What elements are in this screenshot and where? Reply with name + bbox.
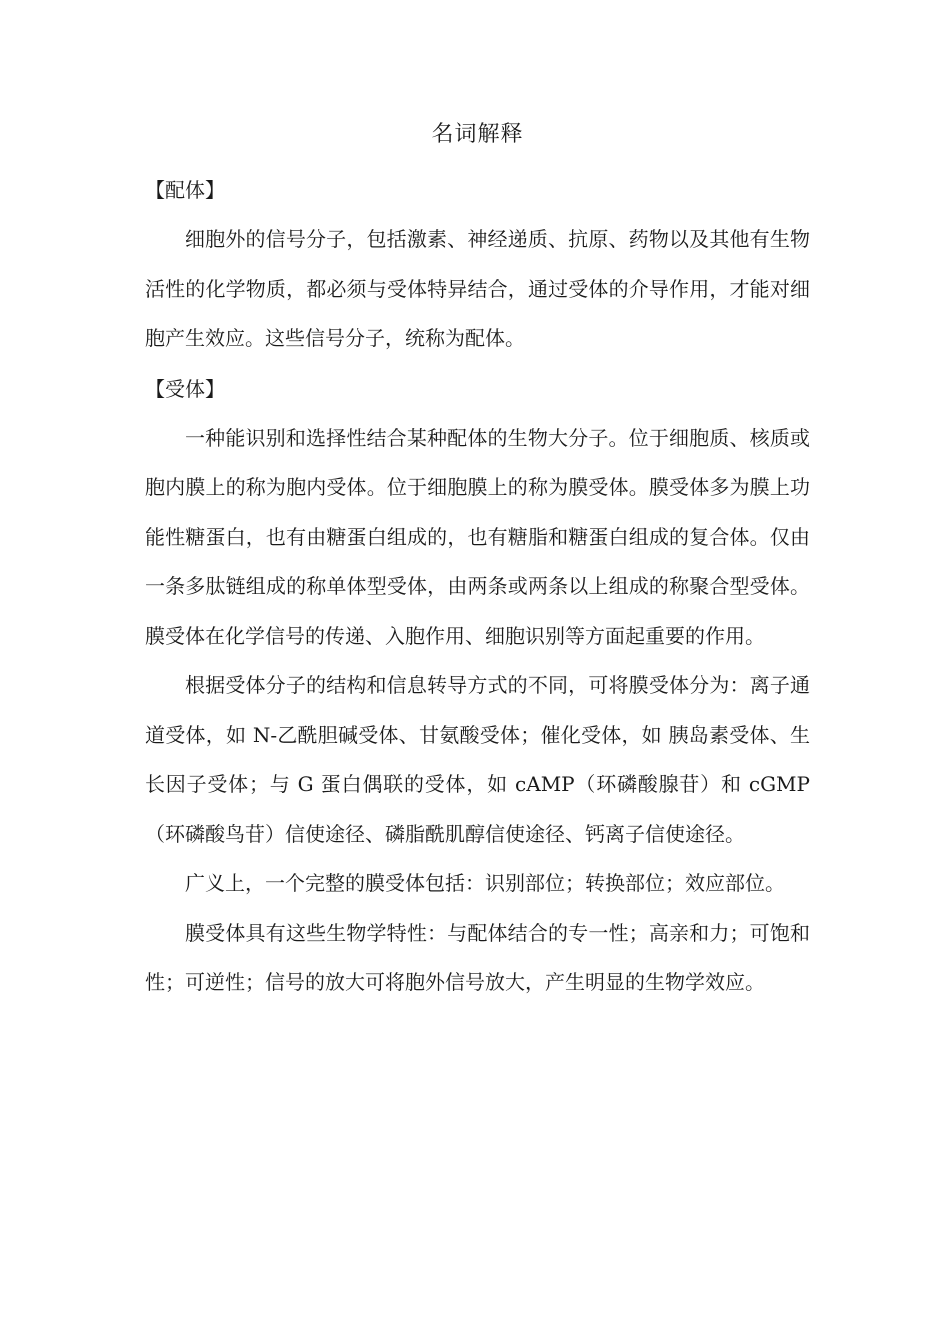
page-title: 名词解释 xyxy=(431,122,524,147)
section-ligand xyxy=(145,165,810,364)
paragraph: 细胞外的信号分子，包括激素、神经递质、抗原、药物以及其他有生物活性的化学物质，都必须与受体特异结合，通过受体的介导作用，才能对细胞产生效应。这些信号分子，统称为配体。 xyxy=(145,227,810,350)
paragraph: 膜受体具有这些生物学特性：与配体结合的专一性；高亲和力；可饱和性；可逆性；信号的放大可将胞外信号放大，产生明显的生物学效应。 xyxy=(145,920,810,994)
document-body xyxy=(145,115,810,1008)
paragraph: 一种能识别和选择性结合某种配体的生物大分子。位于细胞质、核质或胞内膜上的称为胞内受体。位于细胞膜上的称为膜受体。膜受体多为膜上功能性糖蛋白，也有由糖蛋白组成的，也有糖脂和糖蛋白组成的复合体。仅由一条多肽链组成的称单体型受体，由两条或两条以上组成的称聚合型受体。膜受体在化学信号的传递、入胞作用、细胞识别等方面起重要的作用。 xyxy=(145,425,810,648)
section-heading: 【受体】 xyxy=(145,376,225,401)
paragraph: 广义上，一个完整的膜受体包括：识别部位；转换部位；效应部位。 xyxy=(185,871,785,895)
section-receptor xyxy=(145,364,810,1008)
paragraph: 根据受体分子的结构和信息转导方式的不同，可将膜受体分为：离子通道受体，如 N-乙酰胆碱受体、甘氨酸受体；催化受体，如 胰岛素受体、生长因子受体；与 G 蛋白偶联的受体，如 cAMP（环磷酸腺苷）和 cGMP（环磷酸鸟苷）信使途径、磷脂酰肌醇信使途径、钙离子信使途径。 xyxy=(145,673,810,846)
section-heading: 【配体】 xyxy=(145,178,225,202)
